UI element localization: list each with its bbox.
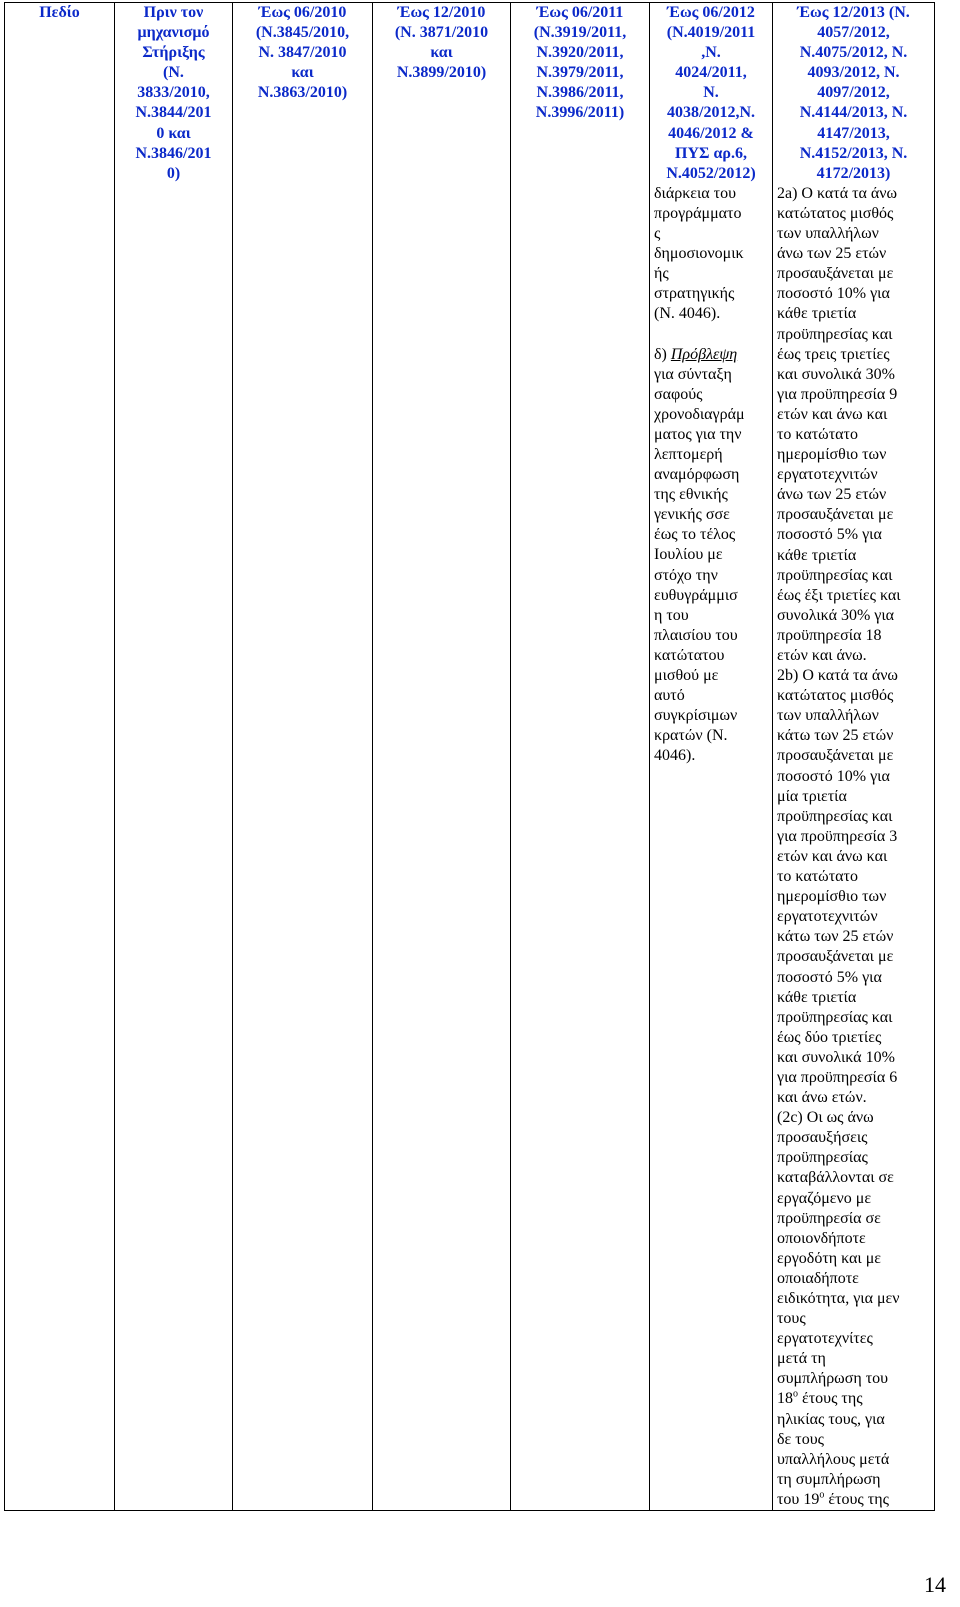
text-line: για προϋπηρεσία 6 [777, 1068, 898, 1086]
header-until-12-2013 [777, 3, 930, 184]
text-line: και συνολικά 10% [777, 1048, 895, 1066]
text-line: εργατοτεχνίτες [777, 1330, 873, 1348]
text-line: Έως 12/2013 (Ν. [797, 4, 910, 21]
text-line: Ν.3863/2010) [257, 84, 348, 102]
text-line: ματος για την [654, 425, 742, 443]
text-line: των υπαλλήλων [777, 707, 879, 725]
text-line: ευθυγράμμισ [654, 586, 738, 604]
text-line: τους [777, 1310, 806, 1328]
column-until-06-2012 [650, 3, 773, 1511]
text-line: πλαισίου του [654, 626, 738, 644]
text-line: συγκρίσιμων [654, 707, 738, 725]
column-until-12-2013 [773, 3, 935, 1511]
text-line: Ν.3846/201 [135, 144, 212, 162]
line-18th-year: $18^o$ έτους της [777, 1389, 863, 1408]
text-line: προσαυξάνεται με [777, 506, 894, 524]
text-line: Ν. 3847/2010 [258, 44, 347, 62]
header-until-06-2012 [654, 3, 768, 184]
text-line: δημοσιονομικ [654, 245, 744, 263]
text-line: 0) [166, 164, 181, 182]
text-line: κάθε τριετία [777, 546, 857, 564]
provision-d-underlined-term: Πρόβλεψη [670, 345, 738, 363]
text-line: μηχανισμό [137, 24, 210, 42]
text-line: Πεδίο [39, 4, 80, 21]
text-line: Ν.3844/201 [135, 104, 212, 122]
text-line: Στήριξης [142, 44, 205, 62]
text-line: κάθε τριετία [777, 305, 857, 323]
text-line: (Ν. 4046). [654, 305, 721, 323]
text-line: Ν.4144/2013, Ν. [799, 104, 908, 122]
text-line: αναμόρφωση [654, 466, 740, 484]
column-until-06-2010 [233, 3, 373, 1511]
text-line: κατώτατου [654, 646, 725, 664]
text-line: ποσοστό 5% για [777, 968, 882, 986]
text-line: της εθνικής [654, 486, 728, 504]
text-line: προσαυξάνεται με [777, 747, 894, 765]
text-line: ετών και άνω. [777, 647, 867, 664]
text-line: στρατηγικής [654, 285, 735, 303]
text-line: 4046/2012 & [668, 124, 754, 142]
text-line: προσαυξάνεται με [777, 265, 894, 283]
text-line: στόχο την [654, 566, 718, 584]
text-line: υπαλλήλους μετά [777, 1450, 890, 1468]
text-line: 4172/2013) [816, 164, 891, 182]
text-line: ΠΥΣ αρ.6, [675, 144, 747, 162]
text-line: Ν.3996/2011) [535, 104, 625, 122]
text-line: Έως 06/2012 [667, 4, 755, 21]
text-line: κάθε τριετία [777, 988, 857, 1006]
provision-d-text [654, 345, 768, 767]
text-line: 4093/2012, Ν. [807, 64, 900, 82]
seniority-increment-body [777, 184, 930, 1390]
column-until-12-2010 [373, 3, 511, 1511]
text-line: οποιαδήποτε [777, 1269, 859, 1287]
text-line: εργοδότη και με [777, 1249, 882, 1267]
text-line: και συνολικά 30% [777, 365, 895, 383]
column-until-06-2011 [511, 3, 650, 1511]
text-line: ,Ν. [701, 44, 721, 62]
text-line: τη συμπλήρωση [777, 1470, 881, 1488]
text-line: άνω των 25 ετών [777, 245, 887, 263]
text-line: μετά τη [777, 1350, 826, 1368]
text-line: (Ν. 3871/2010 [394, 24, 489, 42]
text-line: κάτω των 25 ετών [777, 727, 894, 745]
text-line: για προϋπηρεσία 9 [777, 385, 898, 403]
text-line: εργατοτεχνιτών [777, 466, 878, 484]
text-line: καταβάλλονται σε [777, 1169, 894, 1187]
text-line: Ν.4075/2012, Ν. [799, 44, 908, 62]
text-line: ετών και άνω και [777, 847, 888, 865]
column-field [5, 3, 115, 1511]
text-line: εργατοτεχνιτών [777, 908, 878, 926]
text-line: έως τρεις τριετίες [777, 345, 890, 363]
text-line: Ν.4152/2013, Ν. [799, 144, 908, 162]
text-line: για προϋπηρεσία 3 [777, 827, 898, 845]
text-line: ποσοστό 5% για [777, 526, 882, 544]
text-line: το κατώτατο [777, 425, 858, 443]
text-line: λεπτομερή [654, 445, 723, 463]
text-line: έως δύο τριετίες [777, 1028, 882, 1046]
text-line: προσαυξάνεται με [777, 948, 894, 966]
text-line: των υπαλλήλων [777, 225, 879, 243]
provision-d-body [654, 365, 768, 767]
text-line: προϋπηρεσίας και [777, 566, 893, 584]
text-line: Ν.3899/2010) [396, 64, 487, 82]
text-line: Πριν τον [143, 4, 204, 21]
text-line: ποσοστό 10% για [777, 767, 890, 785]
text-line: το κατώτατο [777, 868, 858, 886]
column-before-support [115, 3, 233, 1511]
text-line: η του [654, 606, 689, 624]
text-line: προϋπηρεσίας και [777, 807, 893, 825]
header-until-06-2010 [237, 3, 368, 103]
text-line: αυτό [654, 687, 685, 705]
text-line: Έως 06/2011 [536, 4, 624, 21]
text-line: 4147/2013, [817, 124, 890, 142]
text-line: ημερομίσθιο των [777, 446, 887, 464]
text-line: και [430, 44, 453, 62]
fiscal-strategy-duration-text [654, 184, 768, 325]
text-line: μία τριετία [777, 787, 847, 805]
text-line: προϋπηρεσίας και [777, 1008, 893, 1026]
text-line: Ν. [703, 84, 719, 102]
text-line: 2b) Ο κατά τα άνω [777, 667, 898, 685]
text-line: εργαζόμενο με [777, 1189, 872, 1207]
text-line: (Ν.3919/2011, [533, 24, 627, 42]
text-line: κατώτατος μισθός [777, 204, 894, 222]
text-line: 4038/2012,Ν. [667, 104, 755, 122]
text-line: προσαυξήσεις [777, 1129, 868, 1147]
text-line: 4057/2012, [817, 24, 890, 42]
text-line: έως το τέλος [654, 526, 736, 544]
text-line: έως έξι τριετίες και [777, 586, 901, 604]
text-line: κάτω των 25 ετών [777, 928, 894, 946]
provision-d-prefix: δ) [654, 345, 671, 363]
text-line: 3833/2010, [137, 84, 210, 102]
text-line: 4046). [654, 747, 696, 765]
text-line: 4024/2011, [675, 64, 747, 82]
text-line: κρατών (Ν. [654, 727, 728, 745]
text-line: μισθού με [654, 667, 719, 684]
text-line: συμπλήρωση του [777, 1370, 889, 1388]
text-line: ής [654, 265, 669, 283]
text-line: (Ν. [163, 64, 184, 82]
text-line: χρονοδιαγράμ [654, 405, 745, 423]
seniority-increment-text [777, 184, 930, 1510]
legislation-comparison-table [4, 2, 935, 1511]
line-19th-year: του $19^o$ έτους της [777, 1489, 889, 1508]
text-line: Ν.3920/2011, [536, 44, 624, 62]
text-line: δε τους [777, 1430, 824, 1448]
text-line: κατώτατος μισθός [777, 687, 894, 705]
text-line: ηλικίας τους, για [777, 1410, 885, 1428]
text-line: οποιονδήποτε [777, 1229, 866, 1247]
page-number: 14 [924, 1572, 946, 1597]
text-line: Ιουλίου με [654, 546, 723, 564]
text-line: προϋπηρεσία 18 [777, 626, 882, 644]
text-line: (Ν.4019/2011 [666, 24, 756, 42]
text-line: ειδικότητα, για μεν [777, 1290, 900, 1307]
text-line: 4097/2012, [817, 84, 890, 102]
text-line: και [291, 64, 314, 82]
text-line: ς [654, 225, 661, 243]
text-line: ετών και άνω και [777, 405, 888, 423]
text-line: προγράμματο [654, 204, 742, 222]
text-line: Ν.3986/2011, [536, 84, 624, 102]
header-until-12-2010 [377, 3, 506, 83]
text-line: Ν.4052/2012) [666, 164, 756, 182]
text-line: προϋπηρεσίας και [777, 325, 893, 343]
text-line: άνω των 25 ετών [777, 486, 887, 504]
text-line: προϋπηρεσίας [777, 1149, 868, 1167]
text-line: (Ν.3845/2010, [255, 24, 350, 42]
header-until-06-2011 [515, 3, 645, 124]
text-line: ποσοστό 10% για [777, 285, 890, 303]
text-line: ημερομίσθιο των [777, 888, 887, 906]
text-line: και άνω ετών. [777, 1089, 867, 1107]
text-line: (2c) Οι ως άνω [777, 1109, 874, 1127]
text-line: Ν.3979/2011, [536, 64, 624, 82]
text-line: Έως 06/2010 [258, 4, 347, 21]
header-field [9, 3, 110, 23]
text-line: 0 και [156, 124, 191, 142]
header-before-support-mechanism [119, 3, 228, 184]
text-line: διάρκεια του [654, 184, 737, 202]
seniority-increment-body-2 [777, 1410, 930, 1490]
text-line: προϋπηρεσία σε [777, 1209, 881, 1227]
text-line: Έως 12/2010 [397, 4, 486, 21]
text-line: 2a) Ο κατά τα άνω [777, 184, 898, 202]
text-line: για σύνταξη [654, 365, 732, 383]
text-line: γενικής σσε [654, 506, 730, 524]
text-line: συνολικά 30% για [777, 606, 895, 624]
text-line: σαφούς [654, 385, 703, 403]
